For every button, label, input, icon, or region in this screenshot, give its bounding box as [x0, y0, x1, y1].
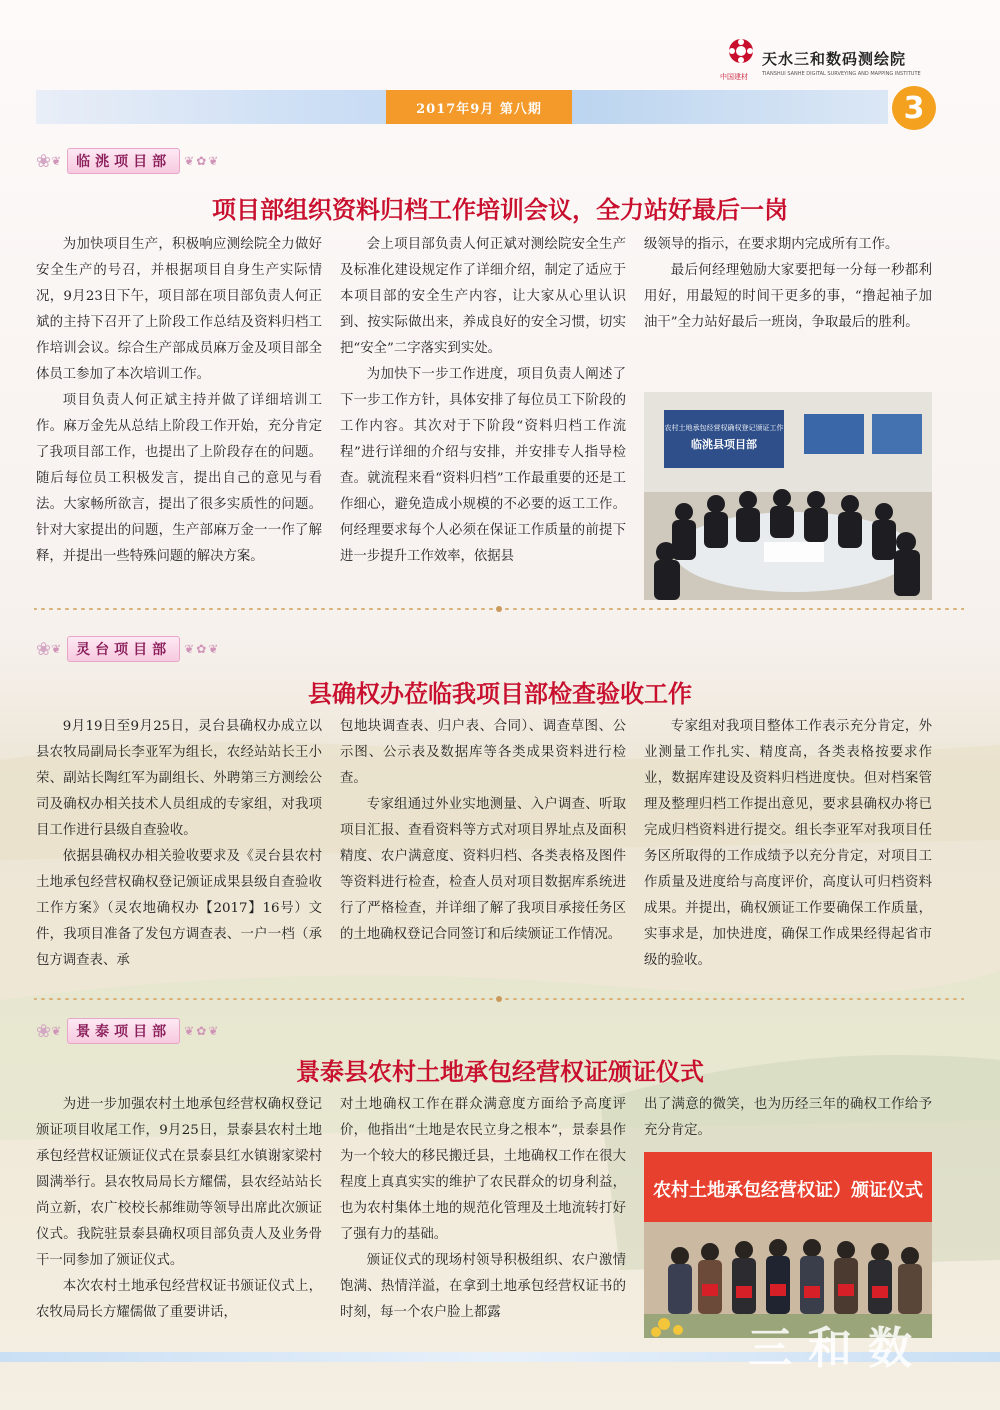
paragraph: 为加快项目生产，积极响应测绘院全力做好安全生产的号召，并根据项目自身生产实际情况，9月23日下午，项目部在项目部负责人何正斌的主持下召开了上阶段工作总结及资料归档工作培训会议。综合生产部成员麻万金及项目部全体员工参加了本次培训工作。	[36, 237, 322, 382]
paragraph: 级领导的指示，在要求期内完成所有工作。	[644, 237, 899, 252]
vine-ornament-icon: ❦	[51, 1024, 64, 1038]
meeting-photo	[644, 392, 932, 600]
section-label-text: 临洮项目部	[67, 148, 180, 174]
section-label-text: 景泰项目部	[67, 1018, 180, 1044]
ceremony-banner-text: 农村土地承包经营权证）颁证仪式	[653, 1180, 923, 1201]
article-column	[644, 714, 932, 974]
footer-watermark: 三和数	[748, 1323, 928, 1374]
paragraph: 颁证仪式的现场村领导积极组织、农户激情饱满、热情洋溢，在拿到土地承包经营权证书的时刻，每一个农户脸上都露	[340, 1253, 626, 1320]
paragraph: 会上项目部负责人何正斌对测绘院安全生产及标准化建设规定作了详细介绍，制定了适应于本项目部的安全生产内容，让大家从心里认识到、按实际做出来，养成良好的安全习惯，切实把“安全”二字落实到实处。	[340, 237, 626, 356]
section-label-lintao	[36, 148, 220, 174]
institute-logo	[728, 38, 921, 77]
page-number: 3	[892, 86, 936, 130]
section-divider	[34, 604, 964, 614]
flower-ornament-icon: ❀	[36, 638, 52, 660]
banner-title: 临洮县项目部	[691, 438, 757, 451]
org-english-name: TIANSHUI SANHE DIGITAL SURVEYING AND MAPPING INSTITUTE	[762, 71, 921, 77]
article-column	[644, 232, 932, 336]
logo-subtext: 中国建材	[720, 73, 748, 81]
headline-lintao: 项目部组织资料归档工作培训会议，全力站好最后一岗	[212, 196, 788, 224]
banner-caption: 农村土地承包经营权确权登记颁证工作	[664, 424, 784, 432]
headline-jingtai: 景泰县农村土地承包经营权证颁证仪式	[296, 1058, 704, 1086]
section-label-lingtai	[36, 636, 220, 662]
section-label-text: 灵台项目部	[67, 636, 180, 662]
vine-ornament-icon: ❦✿❦	[184, 154, 221, 168]
flower-ornament-icon: ❀	[36, 1020, 52, 1042]
article-column	[340, 714, 626, 948]
paragraph: 为加快下一步工作进度，项目负责人阐述了下一步工作方针，具体安排了每位员工下阶段的工作内容。其次对于下阶段“资料归档工作流程”进行详细的介绍与安排，并安排专人指导检查。就流程来看“资料归档”工作最重要的还是工作细心，避免造成小规模的不必要的返工工作。何经理要求每个人必须在保证工作质量的前提下进一步提升工作效率，依据县	[340, 367, 626, 564]
section-divider	[34, 994, 964, 1004]
org-name: 天水三和数码测绘院	[762, 50, 907, 68]
logo-emblem-icon	[728, 38, 754, 64]
vine-ornament-icon: ❦	[51, 154, 64, 168]
flower-ornament-icon: ❀	[36, 150, 52, 172]
article-column	[340, 1092, 626, 1326]
paragraph: 项目负责人何正斌主持并做了详细培训工作。麻万金先从总结上阶段工作开始，充分肯定了我项目部工作，也提出了上阶段存在的问题。随后每位员工积极发言，提出自己的意见与看法。大家畅所欲言，提出了很多实质性的问题。针对大家提出的问题，生产部麻万金一一作了解释，并提出一些特殊问题的解决方案。	[36, 393, 322, 564]
paragraph: 对土地确权工作在群众满意度方面给予高度评价，他指出“土地是农民立身之根本”，景泰县作为一个较大的移民搬迁县，土地确权工作在很大程度上真真实实的维护了农民群众的切身利益，也为农村集体土地的规范化管理及土地流转打好了强有力的基础。	[340, 1097, 626, 1242]
paragraph: 为进一步加强农村土地承包经营权确权登记颁证项目收尾工作，9月25日，景泰县农村土地承包经营权证颁证仪式在景泰县红水镇谢家梁村圆满举行。县农牧局局长方耀儒，县农经站站长尚立新，农广校校长郝维勋等领导出席此次颁证仪式。我院驻景泰县确权项目部负责人及业务骨干一同参加了颁证仪式。	[36, 1097, 322, 1268]
vine-ornament-icon: ❦✿❦	[184, 642, 221, 656]
article-column	[36, 1092, 322, 1326]
paragraph: 包地块调查表、归户表、合同）、调查草图、公示图、公示表及数据库等各类成果资料进行检查。	[340, 719, 626, 786]
vine-ornament-icon: ❦✿❦	[184, 1024, 221, 1038]
paragraph: 最后何经理勉励大家要把每一分每一秒都利用好，用最短的时间干更多的事，“撸起袖子加油干”全力站好最后一班岗，争取最后的胜利。	[644, 263, 932, 330]
paragraph: 出了满意的微笑，也为历经三年的确权工作给予充分肯定。	[644, 1097, 932, 1138]
paragraph: 9月19日至9月25日，灵台县确权办成立以县农牧局副局长李亚军为组长，农经站站长王小荣、副站长陶红军为副组长、外聘第三方测绘公司及确权办相关技术人员组成的专家组，对我项目工作进行县级自查验收。	[36, 719, 322, 838]
article-column	[340, 232, 626, 570]
paragraph: 本次农村土地承包经营权证书颁证仪式上，农牧局局长方耀儒做了重要讲话，	[36, 1279, 322, 1320]
article-column	[36, 714, 322, 974]
vine-ornament-icon: ❦	[51, 642, 64, 656]
ceremony-photo	[644, 1152, 932, 1338]
article-column	[644, 1092, 932, 1144]
paragraph: 依据县确权办相关验收要求及《灵台县农村土地承包经营权确权登记颁证成果县级自查验收工作方案》（灵农地确权办【2017】16号）文件，我项目准备了发包方调查表、一户一档（承包方调查表、承	[36, 849, 322, 968]
paragraph: 专家组对我项目整体工作表示充分肯定，外业测量工作扎实、精度高，各类表格按要求作业，数据库建设及资料归档进度快。但对档案管理及整理归档工作提出意见，要求县确权办将已完成归档资料进行提交。组长李亚军对我项目任务区所取得的工作成绩予以充分肯定，对项目工作质量及进度给与高度评价，高度认可归档资料成果。并提出，确权颁证工作要确保工作质量，实事求是，加快进度，确保工作成果经得起省市级的验收。	[644, 719, 932, 968]
issue-date: 2017年9月 第八期	[386, 90, 572, 124]
article-column	[36, 232, 322, 570]
paragraph: 专家组通过外业实地测量、入户调查、听取项目汇报、查看资料等方式对项目界址点及面积精度、农户满意度、资料归档、各类表格及图件等资料进行检查，检查人员对项目数据库系统进行了严格检查，并详细了解了我项目承接任务区的土地确权登记合同签订和后续颁证工作情况。	[340, 797, 626, 942]
headline-lingtai: 县确权办莅临我项目部检查验收工作	[308, 680, 692, 708]
section-label-jingtai	[36, 1018, 220, 1044]
